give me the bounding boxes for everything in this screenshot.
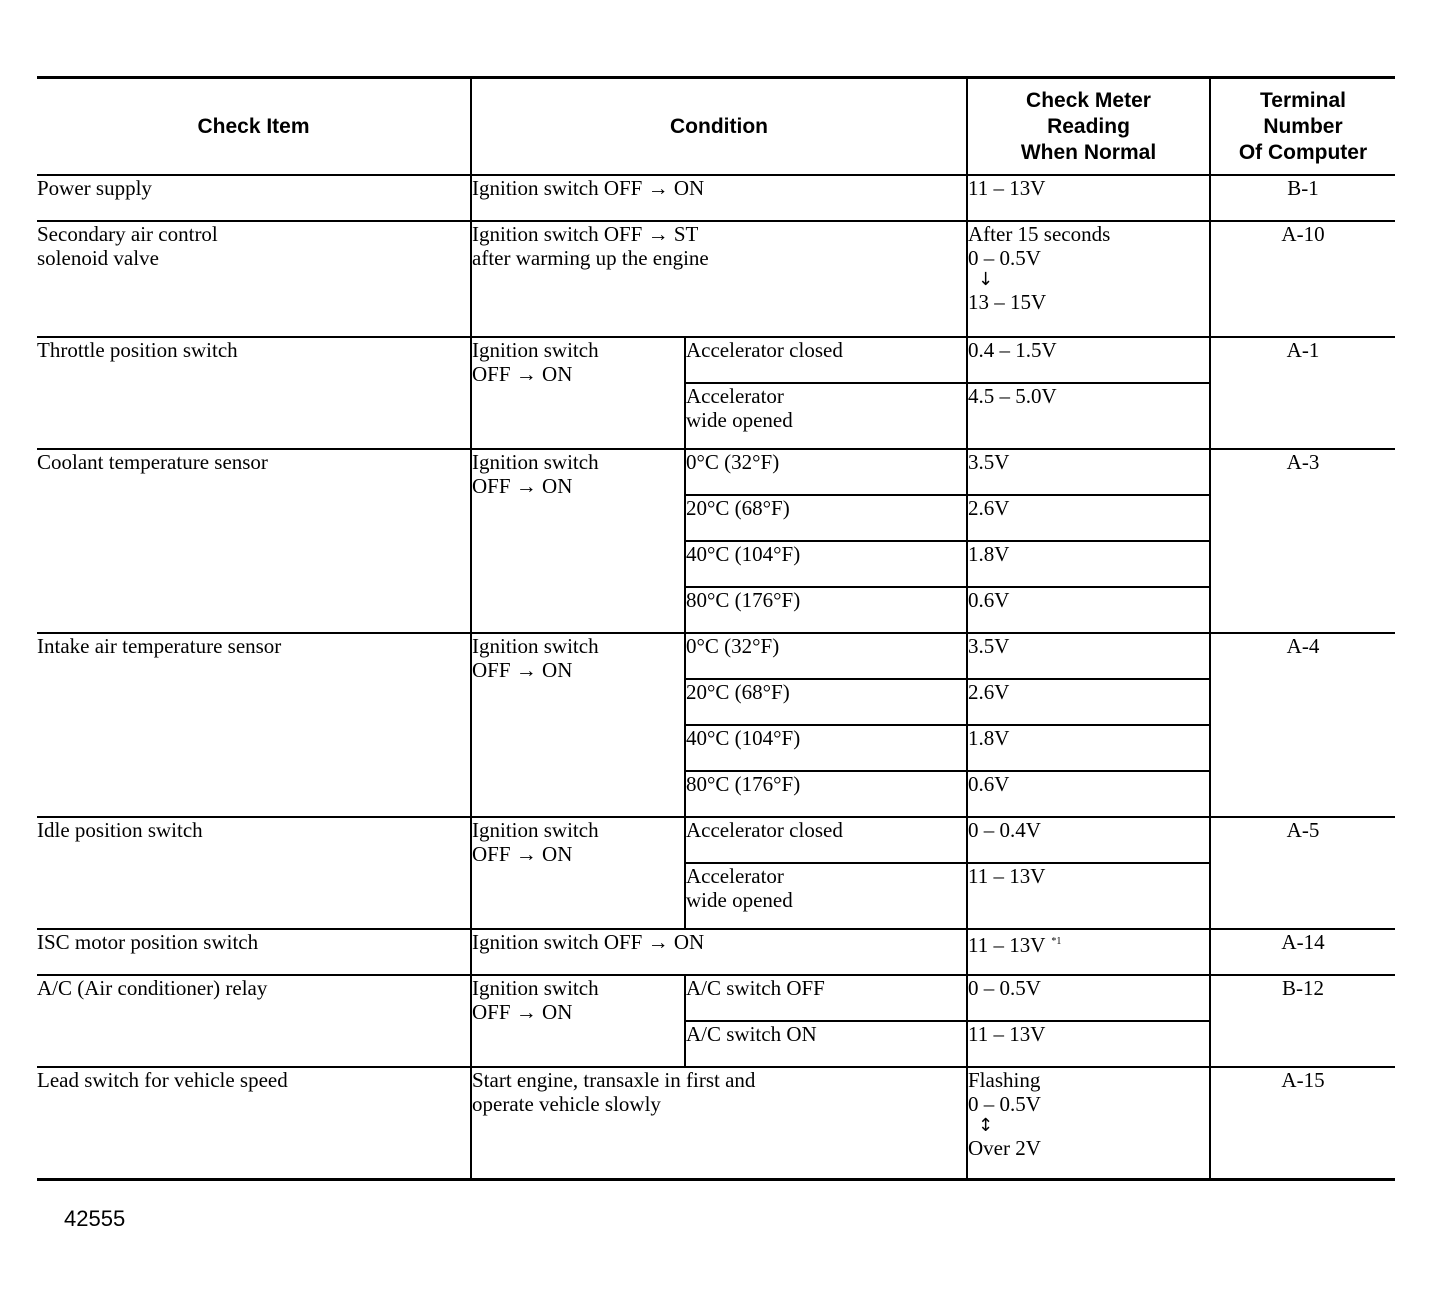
reading-value: 11 – 13V — [968, 933, 1046, 957]
check-item: Secondary air control solenoid valve — [37, 221, 471, 337]
check-item: Throttle position switch — [37, 337, 471, 449]
condition: Ignition switch OFF → ON — [471, 633, 685, 817]
figure-number: 42555 — [64, 1206, 126, 1231]
condition: Ignition switch OFF → ST after warming up the engine — [471, 221, 967, 337]
header-terminal: Terminal Number Of Computer — [1210, 78, 1395, 176]
terminal: B-12 — [1210, 975, 1395, 1067]
footnote-mark: *1 — [1051, 936, 1062, 947]
condition: Start engine, transaxle in first and operate vehicle slowly — [471, 1067, 967, 1179]
reading-after: 13 – 15V — [968, 290, 1047, 314]
check-item: ISC motor position switch — [37, 929, 471, 975]
table-row — [37, 817, 1395, 863]
terminal: A-1 — [1210, 337, 1395, 449]
table-row — [37, 337, 1395, 383]
reading — [967, 1067, 1210, 1179]
check-item: Lead switch for vehicle speed — [37, 1067, 471, 1179]
sub-condition: 40°C (104°F) — [685, 725, 967, 771]
table-row — [37, 1067, 1395, 1179]
reading-after: Over 2V — [968, 1136, 1041, 1160]
terminal: A-5 — [1210, 817, 1395, 929]
check-item: A/C (Air conditioner) relay — [37, 975, 471, 1067]
spec-table — [37, 76, 1395, 1181]
sub-condition: 40°C (104°F) — [685, 541, 967, 587]
table-row — [37, 975, 1395, 1021]
condition: Ignition switch OFF → ON — [471, 449, 685, 633]
up-down-arrow-icon: ↕ — [978, 1115, 994, 1136]
check-item: Power supply — [37, 175, 471, 221]
reading: 11 – 13V — [967, 175, 1210, 221]
down-arrow-icon: ↓ — [978, 269, 994, 290]
table-row — [37, 175, 1395, 221]
table-row — [37, 221, 1395, 337]
condition: Ignition switch OFF → ON — [471, 975, 685, 1067]
header-check-item: Check Item — [37, 78, 471, 176]
reading: 4.5 – 5.0V — [967, 383, 1210, 449]
check-item: Intake air temperature sensor — [37, 633, 471, 817]
sub-condition: A/C switch OFF — [685, 975, 967, 1021]
terminal: A-14 — [1210, 929, 1395, 975]
sub-condition: Accelerator wide opened — [685, 863, 967, 929]
reading: 0 – 0.4V — [967, 817, 1210, 863]
reading: 0.6V — [967, 771, 1210, 817]
check-item: Coolant temperature sensor — [37, 449, 471, 633]
reading: 11 – 13V — [967, 863, 1210, 929]
reading: 0.6V — [967, 587, 1210, 633]
sub-condition: 80°C (176°F) — [685, 771, 967, 817]
sub-condition: A/C switch ON — [685, 1021, 967, 1067]
terminal: A-10 — [1210, 221, 1395, 337]
sub-condition: Accelerator closed — [685, 817, 967, 863]
table-row — [37, 633, 1395, 679]
reading: 1.8V — [967, 541, 1210, 587]
table-row — [37, 449, 1395, 495]
condition: Ignition switch OFF → ON — [471, 817, 685, 929]
reading: 3.5V — [967, 449, 1210, 495]
terminal: B-1 — [1210, 175, 1395, 221]
sub-condition: Accelerator closed — [685, 337, 967, 383]
reading-before: Flashing 0 – 0.5V — [968, 1068, 1041, 1116]
header-reading: Check Meter Reading When Normal — [967, 78, 1210, 176]
check-item: Idle position switch — [37, 817, 471, 929]
terminal: A-3 — [1210, 449, 1395, 633]
reading: 0.4 – 1.5V — [967, 337, 1210, 383]
reading — [967, 221, 1210, 337]
table-row — [37, 929, 1395, 975]
reading: 2.6V — [967, 495, 1210, 541]
sub-condition: 80°C (176°F) — [685, 587, 967, 633]
terminal: A-4 — [1210, 633, 1395, 817]
reading-before: After 15 seconds 0 – 0.5V — [968, 222, 1111, 270]
sub-condition: Accelerator wide opened — [685, 383, 967, 449]
sub-condition: 20°C (68°F) — [685, 679, 967, 725]
header-row — [37, 78, 1395, 176]
header-condition: Condition — [471, 78, 967, 176]
sub-condition: 0°C (32°F) — [685, 633, 967, 679]
terminal: A-15 — [1210, 1067, 1395, 1179]
sub-condition: 0°C (32°F) — [685, 449, 967, 495]
condition: Ignition switch OFF → ON — [471, 175, 967, 221]
condition: Ignition switch OFF → ON — [471, 929, 967, 975]
reading: 3.5V — [967, 633, 1210, 679]
reading: 0 – 0.5V — [967, 975, 1210, 1021]
reading: 2.6V — [967, 679, 1210, 725]
condition: Ignition switch OFF → ON — [471, 337, 685, 449]
sub-condition: 20°C (68°F) — [685, 495, 967, 541]
reading: 1.8V — [967, 725, 1210, 771]
reading — [967, 929, 1210, 975]
reading: 11 – 13V — [967, 1021, 1210, 1067]
